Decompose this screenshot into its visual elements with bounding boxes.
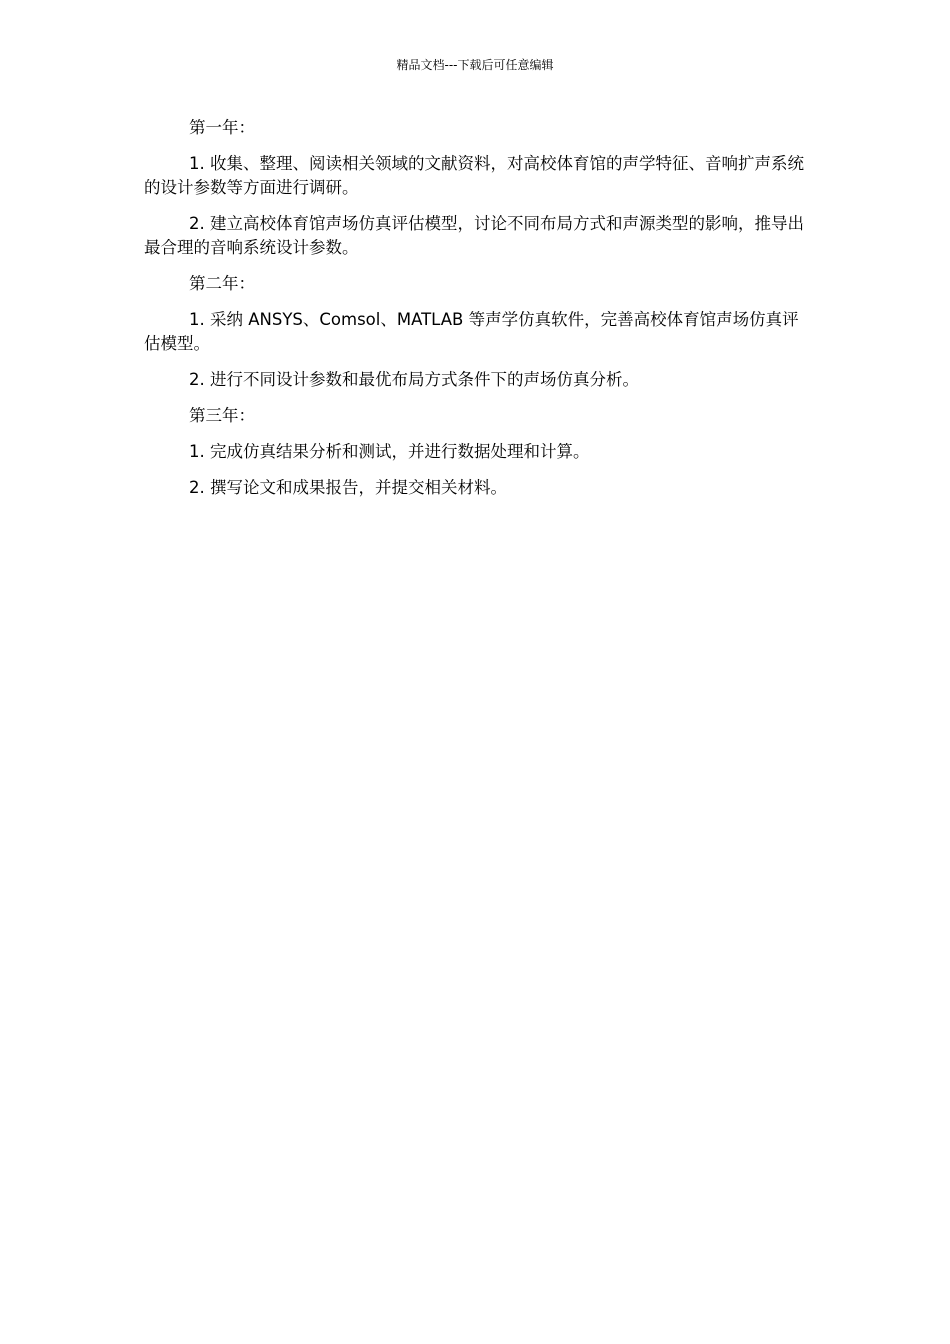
year-two-item-2: 2. 进行不同设计参数和最优布局方式条件下的声场仿真分析。: [189, 370, 639, 389]
year-three-item-2: 2. 撰写论文和成果报告，并提交相关材料。: [189, 478, 507, 497]
document-body: [144, 116, 804, 512]
year-three-heading: 第三年：: [189, 406, 255, 425]
year-three-item-1: 1. 完成仿真结果分析和测试，并进行数据处理和计算。: [189, 442, 590, 461]
year-two-item-1: 1. 采纳 ANSYS、Comsol、MATLAB 等声学仿真软件，完善高校体育馆声场仿真评估模型。: [144, 310, 799, 353]
year-two-heading: 第二年：: [189, 274, 255, 293]
year-one-heading: 第一年：: [189, 118, 255, 137]
year-one-item-2: 2. 建立高校体育馆声场仿真评估模型，讨论不同布局方式和声源类型的影响，推导出最合理的音响系统设计参数。: [144, 214, 804, 257]
year-one-item-1: 1. 收集、整理、阅读相关领域的文献资料，对高校体育馆的声学特征、音响扩声系统的设计参数等方面进行调研。: [144, 154, 804, 197]
page-header: 精品文档---下载后可任意编辑: [396, 58, 554, 72]
